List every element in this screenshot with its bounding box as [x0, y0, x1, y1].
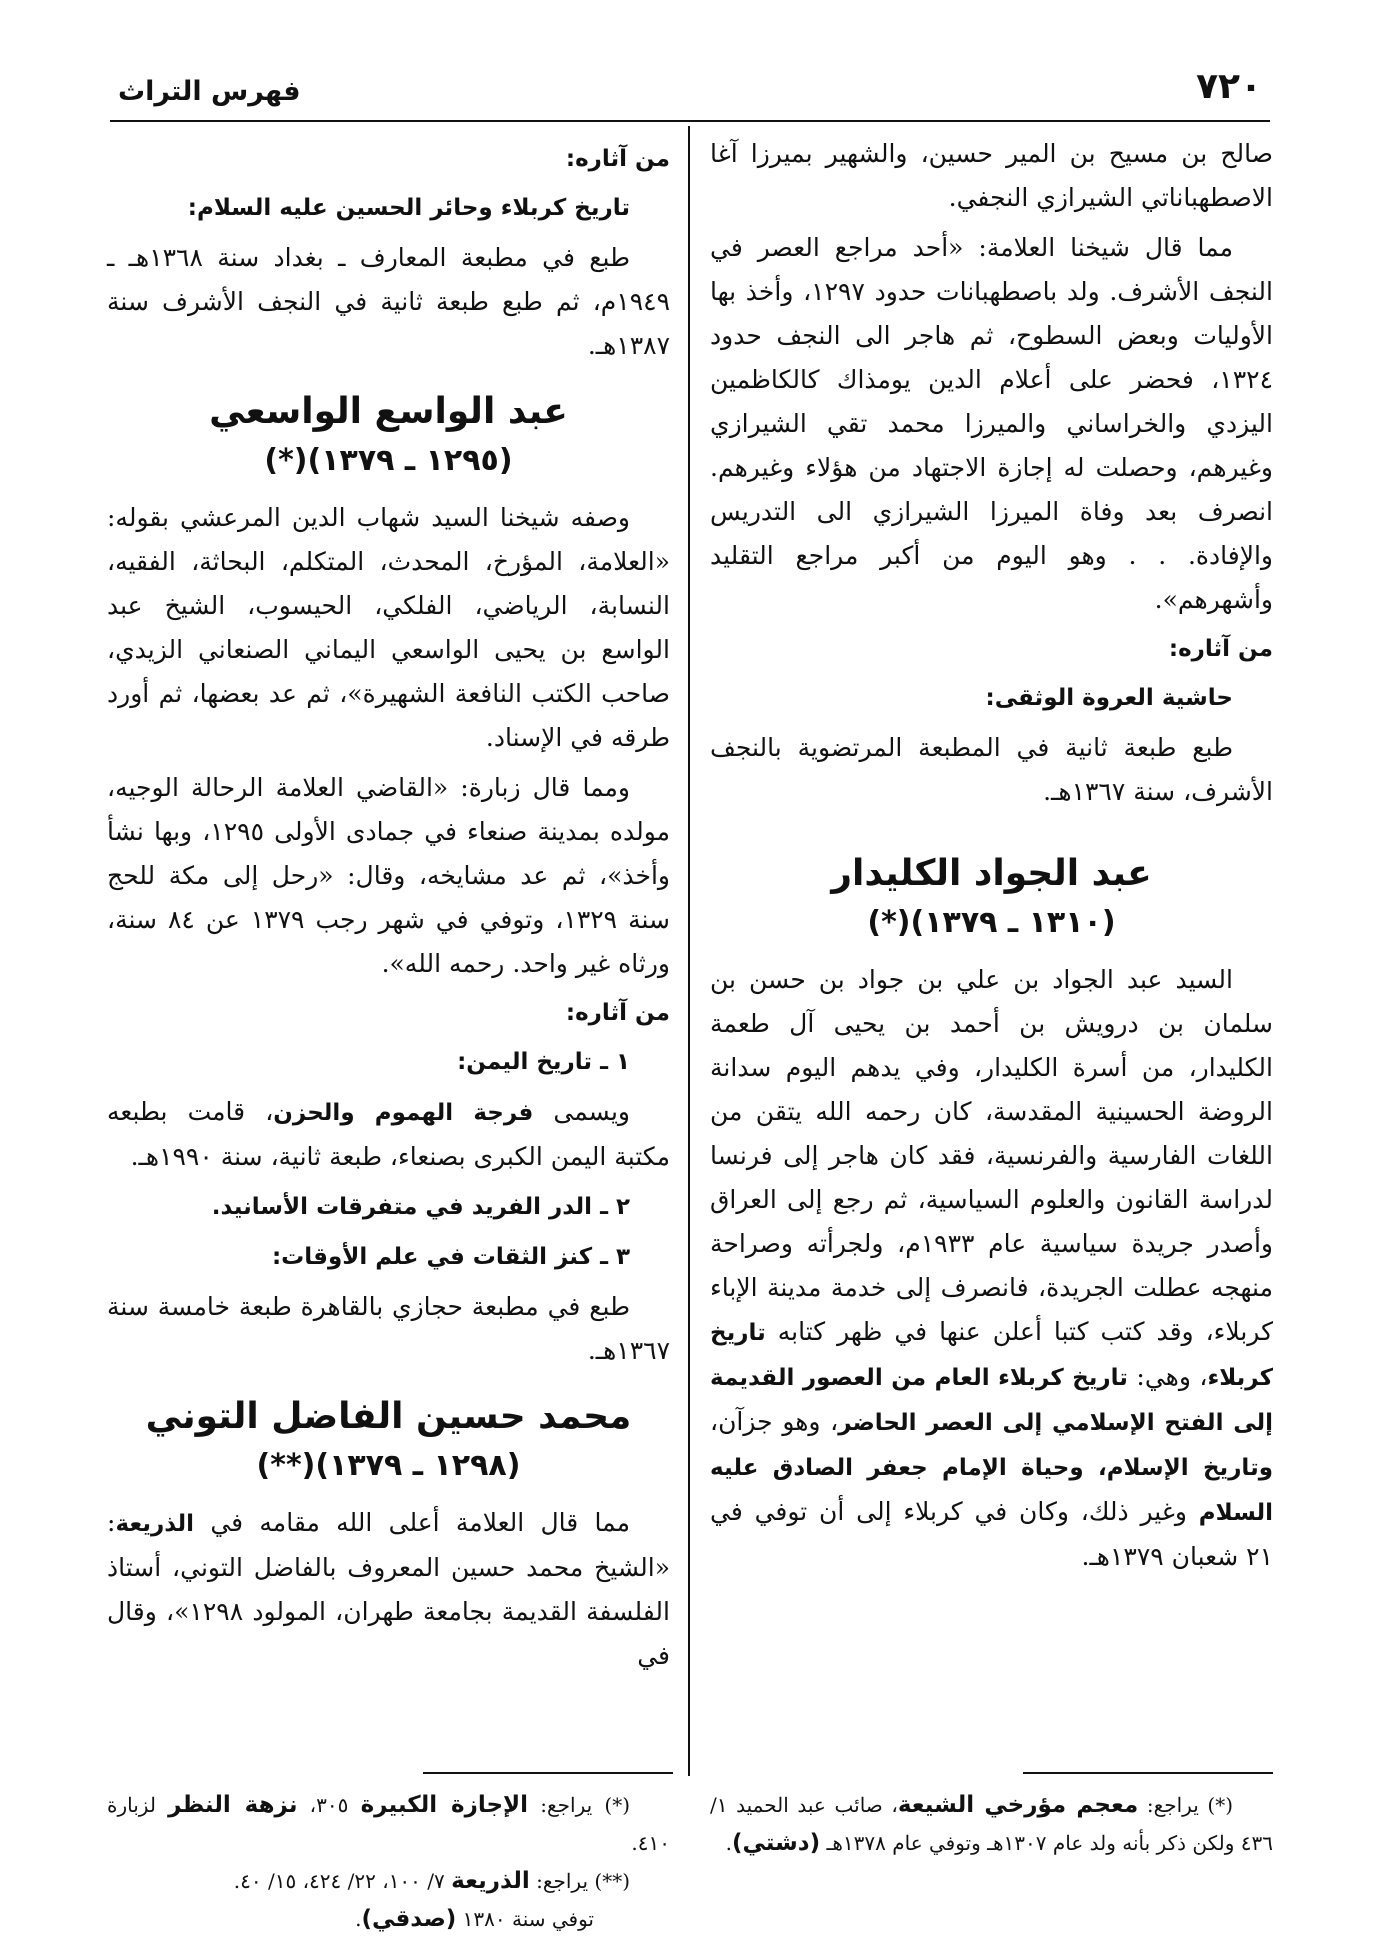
text-span: ، وهو جزآن،	[710, 1407, 839, 1436]
work-title: ٣ ـ كنز الثقات في علم الأوقات:	[271, 1244, 630, 1270]
footnote-rule	[1023, 1772, 1273, 1774]
column-divider	[688, 126, 690, 1776]
book-title: نزهة النظر	[168, 1792, 298, 1818]
biography-name: عبد الجواد الكليدار	[831, 853, 1152, 894]
paragraph	[107, 1090, 670, 1179]
book-title: وتاريخ الإسلام، وحياة الإمام جعفر الصادق عليه السلام	[710, 1455, 1273, 1526]
works-label: من آثاره:	[565, 146, 670, 172]
footnotes-right	[710, 1786, 1273, 1862]
text-span: (*) يراجع:	[1138, 1793, 1233, 1817]
biography-heading	[710, 848, 1273, 946]
paragraph	[107, 1501, 670, 1678]
text-span: (*) يراجع:	[528, 1793, 630, 1817]
works-label: من آثاره:	[565, 1000, 670, 1026]
footnote	[710, 1786, 1273, 1862]
page-header	[110, 62, 1270, 122]
text-span: .	[725, 1831, 733, 1855]
text-span: ٧/ ١٠٠، ٢٢/ ٤٢٤، ١٥/ ٤٠.	[233, 1869, 452, 1893]
works-label: من آثاره:	[1168, 636, 1273, 662]
text-span: لزبارة ٤١٠.	[107, 1793, 670, 1855]
work-title: ١ ـ تاريخ اليمن:	[457, 1049, 630, 1075]
biography-dates: (١٢٩٥ ـ ١٣٧٩)(*)	[264, 443, 513, 478]
biography-name: محمد حسين الفاضل التوني	[145, 1396, 632, 1437]
text-span: السيد عبد الجواد بن علي بن جواد بن حسن بن سلمان بن درويش بن أحمد بن يحيى آل طعمة الكليدار، من أسرة الكليدار، وفي يدهم اليوم سدانة الروضة الحسينية المقدسة، كان رحمه الله يتقن من اللغات الفارسية والفرنسية، فقد كان هاجر إلى فرنسا لدراسة القانون والعلوم السياسية، ثم رجع إلى العراق وأصدر جريدة سياسية عام ١٩٣٣م، ولجرأته وصراحة منهجه عطلت الجريدة، فانصرف إلى خدمة مدينة الإباء كربلاء، وقد كتب كتبا أعلن عنها في ظهر كتابه	[710, 965, 1273, 1346]
left-column	[107, 132, 670, 1684]
book-title: فرجة الهموم والحزن	[273, 1100, 534, 1126]
paragraph: مما قال شيخنا العلامة: «أحد مراجع العصر في النجف الأشرف. ولد باصطهبانات حدود ١٢٩٧، وأخذ بها الأوليات وبعض السطوح، ثم هاجر الى النجف حدود ١٣٢٤، فحضر على أعلام الدين يومذاك كالكاظمين اليزدي والخراساني والميرزا محمد تقي الشيرازي وغيرهم، وحصلت له إجازة الاجتهاد من هؤلاء وغيرهم. انصرف بعد وفاة الميرزا الشيرازي الى التدريس والإفادة. . . وهو اليوم من أكبر مراجع التقليد وأشهرهم».	[710, 233, 1273, 614]
book-title: معجم مؤرخي الشيعة	[897, 1792, 1139, 1818]
book-title: الإجازة الكبيرة	[360, 1792, 529, 1818]
text-span: ، قامت بطبعه مكتبة اليمن الكبرى بصنعاء، طبعة ثانية، سنة ١٩٩٠هـ.	[107, 1097, 670, 1171]
work-title: حاشية العروة الوثقى:	[985, 685, 1233, 711]
text-span: توفي سنة ١٣٨٠	[456, 1907, 594, 1931]
biography-name: عبد الواسع الواسعي	[209, 391, 568, 432]
footnotes-left	[107, 1786, 670, 1938]
paragraph: صالح بن مسيح بن المير حسين، والشهير بميرزا آغا الاصطهباناتي الشيرازي النجفي.	[710, 139, 1273, 212]
text-span: مما قال العلامة أعلى الله مقامه في	[194, 1508, 630, 1537]
source-tag: (صدقي)	[361, 1906, 457, 1932]
biography-heading	[107, 1391, 670, 1489]
text-span: ، وهي:	[1127, 1362, 1208, 1391]
text-span: .	[355, 1907, 362, 1931]
book-title: الذريعة	[115, 1511, 195, 1537]
running-title: فهرس التراث	[118, 76, 301, 107]
text-span: ، صائب عبد الحميد ١/ ٤٣٦ ولكن ذكر بأنه ولد عام ١٣٠٧هـ وتوفي عام ١٣٧٨هـ	[710, 1793, 1273, 1855]
book-title: تاريخ كربلاء العام من العصور القديمة إلى الفتح الإسلامي إلى العصر الحاضر	[710, 1365, 1273, 1436]
text-span: وغير ذلك، وكان في كربلاء إلى أن توفي في ٢١ شعبان ١٣٧٩هـ.	[710, 1497, 1273, 1571]
paragraph: طبع في مطبعة المعارف ـ بغداد سنة ١٣٦٨هـ ـ ١٩٤٩م، ثم طبع طبعة ثانية في النجف الأشرف سنة ١٣٨٧هـ.	[107, 243, 670, 360]
text-span: ويسمى	[533, 1097, 631, 1126]
biography-dates: (١٢٩٨ ـ ١٣٧٩)(**)	[256, 1448, 521, 1483]
work-title: ٢ ـ الدر الفريد في متفرقات الأسانيد.	[211, 1194, 630, 1220]
paragraph	[710, 958, 1273, 1579]
page-number: ٧٢٠	[1196, 66, 1262, 107]
work-title: تاريخ كربلاء وحائر الحسين عليه السلام:	[187, 195, 630, 221]
text-span: ٣٠٥،	[297, 1793, 361, 1817]
book-title: تاريخ كربلاء	[710, 1320, 1273, 1391]
book-title: الذريعة	[451, 1868, 530, 1894]
text-span: (**) يراجع:	[529, 1869, 630, 1893]
paragraph: طبع طبعة ثانية في المطبعة المرتضوية بالنجف الأشرف، سنة ١٣٦٧هـ.	[710, 733, 1273, 806]
paragraph: طبع في مطبعة حجازي بالقاهرة طبعة خامسة سنة ١٣٦٧هـ.	[107, 1292, 670, 1365]
biography-heading	[107, 386, 670, 484]
footnote-rule	[423, 1772, 673, 1774]
paragraph: ومما قال زبارة: «القاضي العلامة الرحالة الوجيه، مولده بمدينة صنعاء في جمادى الأولى ١٢٩٥، وبها نشأ وأخذ»، ثم عد مشايخه، وقال: «رحل إلى مكة للحج سنة ١٣٢٩، وتوفي في شهر رجب ١٣٧٩ عن ٨٤ سنة، ورثاه غير واحد. رحمه الله».	[107, 773, 670, 978]
footnote	[107, 1786, 670, 1862]
footnote	[107, 1862, 670, 1900]
right-column	[710, 132, 1273, 1585]
text-span: : «الشيخ محمد حسين المعروف بالفاضل التوني، أستاذ الفلسفة القديمة بجامعة طهران، المولود ١٢٩٨»، وقال في	[107, 1508, 670, 1670]
source-tag: (دشتي)	[732, 1830, 821, 1856]
paragraph: وصفه شيخنا السيد شهاب الدين المرعشي بقوله: «العلامة، المؤرخ، المحدث، المتكلم، البحاثة، الفقيه، النسابة، الرياضي، الفلكي، الحيسوب، الشيخ عبد الواسع بن يحيى الواسعي اليماني الصنعاني الزيدي، صاحب الكتب النافعة الشهيرة»، ثم عد بعضها، ثم أورد طرقه في الإسناد.	[107, 503, 670, 752]
biography-dates: (١٣١٠ ـ ١٣٧٩)(*)	[867, 905, 1116, 940]
